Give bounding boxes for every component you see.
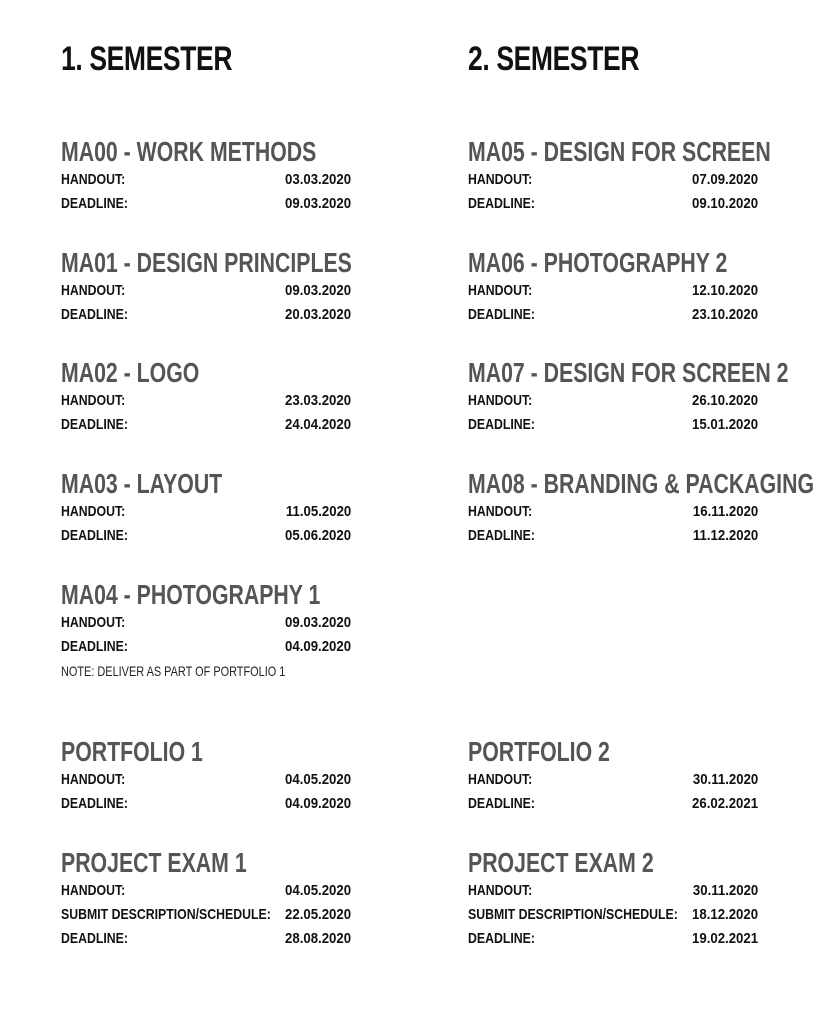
handout-row: [61, 879, 351, 903]
handout-date: 09.03.2020: [284, 282, 351, 299]
semester-1-title: 1. SEMESTER: [61, 40, 233, 78]
deadline-date: 15.01.2020: [691, 416, 758, 433]
deadline-row: [61, 413, 351, 437]
handout-row: [61, 500, 351, 524]
deadline-row: [468, 792, 758, 816]
deadline-date: 05.06.2020: [284, 527, 351, 544]
handout-label: HANDOUT:: [61, 771, 126, 788]
handout-label: HANDOUT:: [468, 392, 533, 409]
deadline-date: 28.08.2020: [284, 930, 351, 947]
deadline-label: DEADLINE:: [61, 527, 128, 544]
handout-row: [61, 768, 351, 792]
exam-title: PROJECT EXAM 2: [468, 847, 654, 878]
deadline-row: [61, 524, 351, 548]
handout-date: 30.11.2020: [692, 882, 758, 899]
deadline-label: DEADLINE:: [61, 930, 128, 947]
submit-row: [61, 903, 351, 927]
handout-row: [468, 279, 758, 303]
handout-date: 30.11.2020: [692, 771, 758, 788]
deadline-row: [61, 635, 351, 659]
module-ma04: [61, 579, 351, 683]
handout-row: [468, 168, 758, 192]
submit-date: 22.05.2020: [284, 906, 351, 923]
deadline-date: 24.04.2020: [284, 416, 351, 433]
deadline-date: 04.09.2020: [284, 638, 351, 655]
handout-row: [468, 879, 758, 903]
deadline-label: DEADLINE:: [61, 416, 128, 433]
handout-row: [61, 389, 351, 413]
module-title: MA06 - PHOTOGRAPHY 2: [468, 247, 728, 278]
deadline-label: DEADLINE:: [468, 416, 535, 433]
module-ma05: [468, 136, 771, 216]
handout-date: 26.10.2020: [691, 392, 758, 409]
project-exam-1: [61, 847, 351, 951]
handout-date: 03.03.2020: [284, 171, 351, 188]
deadline-date: 20.03.2020: [284, 306, 351, 323]
deadline-row: [468, 303, 758, 327]
exam-title: PROJECT EXAM 1: [61, 847, 247, 878]
module-title: MA04 - PHOTOGRAPHY 1: [61, 579, 321, 610]
handout-label: HANDOUT:: [61, 171, 126, 188]
handout-label: HANDOUT:: [61, 282, 126, 299]
deadline-date: 26.02.2021: [691, 795, 758, 812]
portfolio-1: [61, 736, 351, 816]
handout-row: [61, 279, 351, 303]
submit-date: 18.12.2020: [691, 906, 758, 923]
submit-label: SUBMIT DESCRIPTION/SCHEDULE:: [61, 906, 271, 923]
deadline-label: DEADLINE:: [468, 930, 535, 947]
deadline-label: DEADLINE:: [468, 306, 535, 323]
module-title: MA00 - WORK METHODS: [61, 136, 317, 167]
handout-row: [61, 611, 351, 635]
deadline-row: [61, 927, 351, 951]
deadline-date: 09.03.2020: [284, 195, 351, 212]
deadline-label: DEADLINE:: [468, 527, 535, 544]
deadline-row: [61, 792, 351, 816]
handout-label: HANDOUT:: [468, 771, 533, 788]
module-title: MA01 - DESIGN PRINCIPLES: [61, 247, 352, 278]
module-ma01: [61, 247, 351, 327]
handout-label: HANDOUT:: [61, 503, 126, 520]
deadline-label: DEADLINE:: [468, 795, 535, 812]
module-title: MA07 - DESIGN FOR SCREEN 2: [468, 357, 789, 388]
deadline-row: [468, 192, 758, 216]
submit-row: [468, 903, 758, 927]
portfolio-title: PORTFOLIO 2: [468, 736, 610, 767]
deadline-row: [61, 192, 351, 216]
semester-2-title: 2. SEMESTER: [468, 40, 640, 78]
module-title: MA03 - LAYOUT: [61, 468, 223, 499]
deadline-date: 11.12.2020: [692, 527, 758, 544]
module-ma00: [61, 136, 351, 216]
deadline-row: [468, 524, 758, 548]
handout-date: 12.10.2020: [691, 282, 758, 299]
handout-row: [468, 500, 758, 524]
handout-date: 11.05.2020: [285, 503, 351, 520]
handout-date: 04.05.2020: [284, 771, 351, 788]
module-title: MA02 - LOGO: [61, 357, 200, 388]
handout-label: HANDOUT:: [468, 171, 533, 188]
deadline-date: 04.09.2020: [284, 795, 351, 812]
deadline-row: [61, 303, 351, 327]
deadline-date: 19.02.2021: [691, 930, 758, 947]
portfolio-2: [468, 736, 758, 816]
handout-label: HANDOUT:: [61, 392, 126, 409]
handout-label: HANDOUT:: [468, 503, 533, 520]
handout-label: HANDOUT:: [468, 282, 533, 299]
handout-date: 07.09.2020: [691, 171, 758, 188]
module-title: MA05 - DESIGN FOR SCREEN: [468, 136, 771, 167]
module-ma03: [61, 468, 351, 548]
portfolio-title: PORTFOLIO 1: [61, 736, 203, 767]
deadline-label: DEADLINE:: [468, 195, 535, 212]
module-ma08: [468, 468, 815, 548]
deadline-date: 23.10.2020: [691, 306, 758, 323]
handout-row: [468, 389, 758, 413]
handout-row: [61, 168, 351, 192]
deadline-label: DEADLINE:: [61, 306, 128, 323]
handout-label: HANDOUT:: [61, 614, 126, 631]
deadline-row: [468, 413, 758, 437]
handout-label: HANDOUT:: [468, 882, 533, 899]
deadline-label: DEADLINE:: [61, 638, 128, 655]
module-note: NOTE: DELIVER AS PART OF PORTFOLIO 1: [61, 663, 286, 679]
module-title: MA08 - BRANDING & PACKAGING: [468, 468, 815, 499]
module-ma07: [468, 357, 789, 437]
module-ma02: [61, 357, 351, 437]
handout-date: 23.03.2020: [284, 392, 351, 409]
deadline-label: DEADLINE:: [61, 795, 128, 812]
deadline-date: 09.10.2020: [691, 195, 758, 212]
deadline-label: DEADLINE:: [61, 195, 128, 212]
module-ma06: [468, 247, 758, 327]
project-exam-2: [468, 847, 758, 951]
handout-row: [468, 768, 758, 792]
handout-date: 09.03.2020: [284, 614, 351, 631]
handout-date: 04.05.2020: [284, 882, 351, 899]
handout-date: 16.11.2020: [692, 503, 758, 520]
deadline-row: [468, 927, 758, 951]
submit-label: SUBMIT DESCRIPTION/SCHEDULE:: [468, 906, 678, 923]
handout-label: HANDOUT:: [61, 882, 126, 899]
